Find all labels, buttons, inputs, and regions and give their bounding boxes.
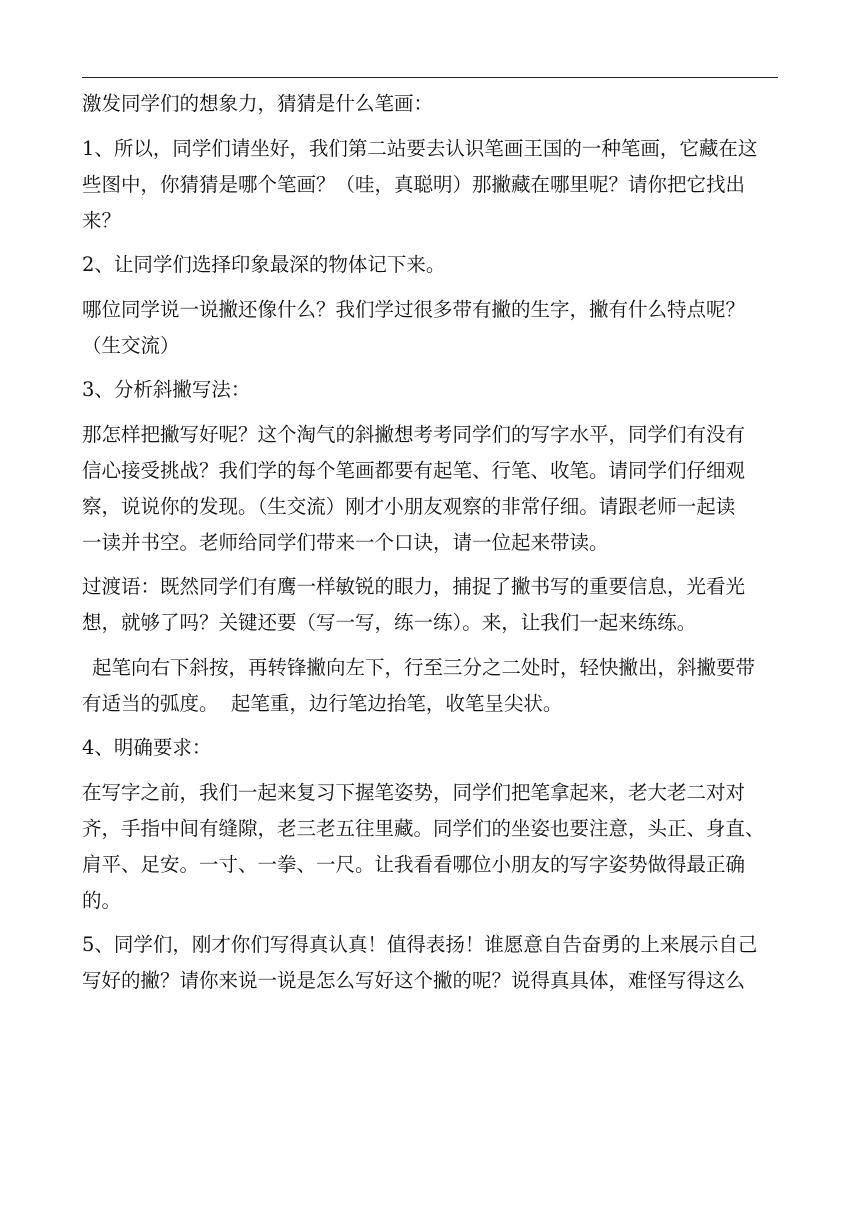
paragraph-transition-line2: 想，就够了吗？关键还要（写一写，练一练）。来，让我们一起来练练。 [82, 611, 697, 634]
paragraph-step2: 2、让同学们选择印象最深的物体记下来。 [82, 253, 446, 276]
paragraph-posture-line3: 肩平、足安。一寸、一拳、一尺。让我看看哪位小朋友的写字姿势做得最正确 [82, 852, 746, 876]
paragraph-step1-line2: 些图中，你猜猜是哪个笔画？（哇，真聪明）那撇藏在哪里呢？请你把它找出 [82, 172, 746, 196]
paragraph-question-line2: （生交流） [82, 333, 180, 357]
heading-step3: 3、分析斜撇写法： [82, 378, 251, 401]
header-rule [82, 77, 778, 78]
paragraph-transition-line1: 过渡语：既然同学们有鹰一样敏锐的眼力，捕捉了撇书写的重要信息，光看光 [82, 575, 746, 598]
paragraph-question-line1: 哪位同学说一说撇还像什么？我们学过很多带有撇的生字，撇有什么特点呢？ [82, 297, 746, 321]
paragraph-step5-line2: 写好的撇？请你来说一说是怎么写好这个撇的呢？说得真具体，难怪写得这么 [82, 969, 746, 992]
paragraph-step5-line1: 5、同学们，刚才你们写得真认真！值得表扬！谁愿意自告奋勇的上来展示自己 [82, 933, 758, 956]
paragraph-intro: 激发同学们的想象力，猜猜是什么笔画： [82, 92, 434, 115]
paragraph-analysis-line1: 那怎样把撇写好呢？这个淘气的斜撇想考考同学们的写字水平，同学们有没有 [82, 422, 746, 446]
paragraph-posture-line1: 在写字之前，我们一起来复习下握笔姿势，同学们把笔拿起来，老大老二对对 [82, 780, 746, 804]
paragraph-step1-line1: 1、所以，同学们请坐好，我们第二站要去认识笔画王国的一种笔画，它藏在这 [82, 136, 758, 160]
paragraph-analysis-line3: 察，说说你的发现。（生交流）刚才小朋友观察的非常仔细。请跟老师一起读 [82, 494, 736, 518]
paragraph-technique-line1: 起笔向右下斜按，再转锋撇向左下，行至三分之二处时，轻快撇出，斜撇要带 [92, 655, 756, 679]
paragraph-technique-line2: 有适当的弧度。 起笔重，边行笔边抬笔，收笔呈尖状。 [82, 691, 563, 715]
paragraph-analysis-line2: 信心接受挑战？我们学的每个笔画都要有起笔、行笔、收笔。请同学们仔细观 [82, 458, 746, 482]
paragraph-step1-line3: 来？ [82, 208, 122, 232]
document-body [82, 86, 778, 999]
heading-step4: 4、明确要求： [82, 736, 212, 759]
paragraph-posture-line2: 齐，手指中间有缝隙，老三老五往里藏。同学们的坐姿也要注意，头正、身直、 [82, 816, 765, 840]
paragraph-posture-line4: 的。 [82, 888, 122, 912]
paragraph-analysis-line4: 一读并书空。老师给同学们带来一个口诀，请一位起来带读。 [82, 530, 609, 554]
